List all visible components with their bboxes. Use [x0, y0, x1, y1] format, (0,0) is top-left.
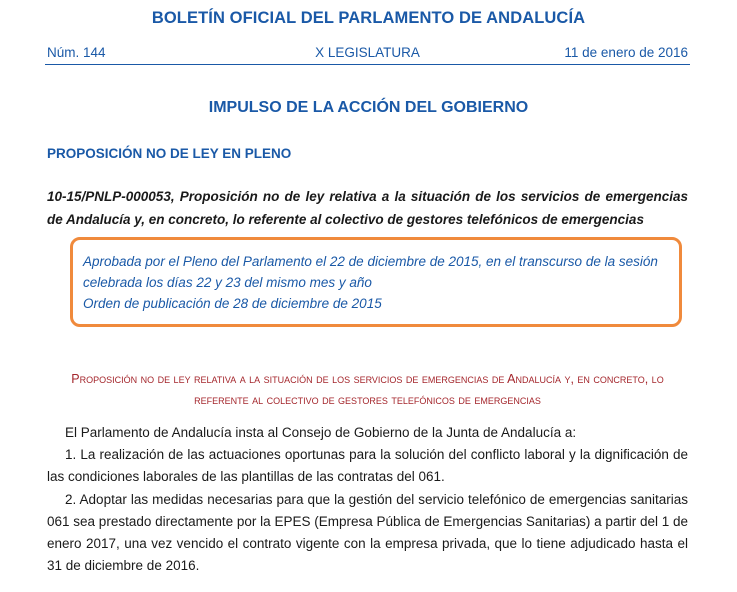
approval-line-2: celebrada los días 22 y 23 del mismo mes y año: [83, 275, 372, 290]
legislature-label: X LEGISLATURA: [315, 45, 420, 60]
item-2-text-end: (Empresa Pública de Emergencias Sanitarias) a partir del 1 de enero 2017, una vez vencido el contrato vigente con la empresa privada, que lo tiene adjudicado hasta el 31 de diciembre de 2016.: [47, 514, 689, 573]
resolution-item-2: [47, 489, 688, 577]
approval-line-3: Orden de publicación de 28 de diciembre de 2015: [83, 296, 382, 311]
issue-date: 11 de enero de 2016: [564, 45, 688, 60]
bulletin-title: BOLETÍN OFICIAL DEL PARLAMENTO DE ANDALUCÍA: [151, 9, 586, 27]
issue-number: Núm. 144: [47, 45, 106, 60]
header-divider: [45, 64, 690, 65]
subsection-title: PROPOSICIÓN NO DE LEY EN PLENO: [47, 146, 292, 161]
section-title: IMPULSO DE LA ACCIÓN DEL GOBIERNO: [208, 99, 529, 116]
approval-note: [83, 251, 673, 314]
resolution-body: [47, 422, 688, 577]
epes-acronym: EPES: [274, 514, 311, 529]
approval-line-1: Aprobada por el Pleno del Parlamento el 22 de diciembre de 2015, en el transcurso de la sesión: [83, 254, 658, 269]
resolution-title: Proposición no de ley relativa a la situación de los servicios de emergencias de Andalucía y, en concreto, lo referente al colectivo de gestores telefónicos de emergencias: [71, 372, 664, 407]
item-2-text-start: 2. Adoptar las medidas necesarias para que la gestión del servicio telefónico de emergencias sanitarias 061 sea prestado directamente por la: [47, 492, 688, 529]
resolution-intro: El Parlamento de Andalucía insta al Consejo de Gobierno de la Junta de Andalucía a:: [65, 425, 577, 440]
resolution-item-1: 1. La realización de las actuaciones oportunas para la solución del conflicto laboral y la dignificación de las condiciones laborales de las plantillas de las contratas del 061.: [47, 447, 688, 484]
initiative-heading: 10-15/PNLP-000053, Proposición no de ley relativa a la situación de los servicios de emergencias de Andalucía y, en concreto, lo referente al colectivo de gestores telefónicos de emergencias: [47, 189, 688, 227]
